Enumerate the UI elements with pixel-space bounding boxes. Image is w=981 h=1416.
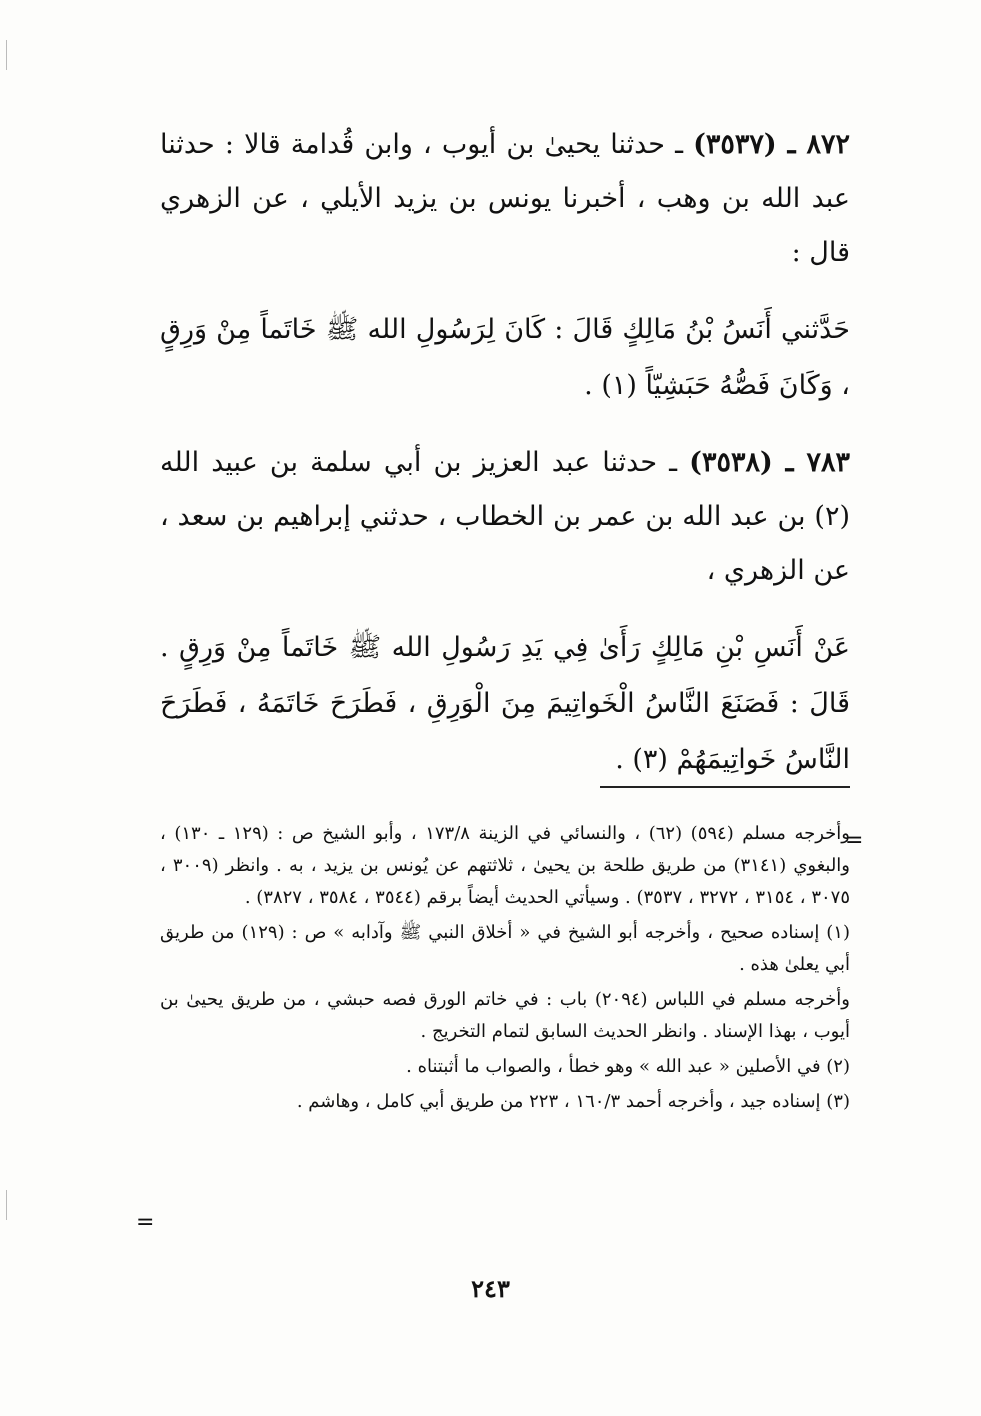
footnotes <box>160 818 850 1121</box>
continuation-mark-end: = <box>136 1210 155 1235</box>
hadith-number: ٧٨٣ ـ (٣٥٣٨) <box>689 447 850 478</box>
main-text <box>160 118 850 810</box>
isnad-text: ـ حدثنا عبد العزيز بن أبي سلمة بن عبيد الله (٢) بن عبد الله بن عمر بن الخطاب ، حدثني إبراهيم بن سعد ، عن الزهري ، <box>160 447 850 586</box>
hadith-872-isnad <box>160 118 850 280</box>
continuation-mark: = <box>845 828 864 853</box>
hadith-783-isnad <box>160 436 850 598</box>
footnote-2: (٢) في الأصلين « عبد الله » وهو خطأ ، والصواب ما أثبتناه . <box>406 1056 850 1077</box>
hadith-783-matn: عَنْ أَنَسِ بْنِ مَالِكٍ رَأَىٰ فِي يَدِ رَسُولِ الله ﷺ خَاتَماً مِنْ وَرِقٍ . قَالَ : فَصَنَعَ النَّاسُ الْخَواتِيمَ مِنَ الْوَرِقِ ، فَطَرَحَ خَاتَمَهُ ، فَطَرَحَ النَّاسُ خَواتِيمَهُمْ (٣) . <box>160 632 850 775</box>
hadith-872-matn: حَدَّثني أَنَسُ بْنُ مَالِكٍ قَالَ : كَانَ لِرَسُولِ الله ﷺ خَاتَماً مِنْ وَرِقٍ ، وَكَانَ فَصُّهُ حَبَشِيّاً (١) . <box>160 314 850 401</box>
scan-margin-line <box>6 1190 7 1220</box>
footnote-separator <box>600 786 850 788</box>
isnad-text: ـ حدثنا يحيىٰ بن أيوب ، وابن قُدامة قالا : حدثنا عبد الله بن وهب ، أخبرنا يونس بن يزيد الأيلي ، عن الزهري قال : <box>160 129 850 268</box>
page-number: ٢٤٣ <box>471 1274 510 1303</box>
footnote-3: (٣) إسناده جيد ، وأخرجه أحمد ١٦٠/٣ ، ٢٢٣ من طريق أبي كامل ، وهاشم . <box>296 1091 850 1112</box>
scan-margin-line <box>6 40 7 70</box>
hadith-number: ٨٧٢ ـ (٣٥٣٧) <box>693 129 850 160</box>
footnote-continuation: وأخرجه مسلم (٥٩٤) (٦٢) ، والنسائي في الزينة ١٧٣/٨ ، وأبو الشيخ ص : (١٢٩ ـ ١٣٠) ، والبغوي (٣١٤١) من طريق طلحة بن يحيىٰ ، ثلاثتهم عن يُونس بن يزيد ، به . وانظر (٣٠٠٩ ، ٣٠٧٥ ، ٣١٥٤ ، ٣٢٧٢ ، ٣٥٣٧) . وسيأتي الحديث أيضاً برقم (٣٥٤٤ ، ٣٥٨٤ ، ٣٨٢٧) . <box>160 823 851 908</box>
footnote-1: (١) إسناده صحيح ، وأخرجه أبو الشيخ في « أخلاق النبي ﷺ وآدابه » ص : (١٢٩) من طريق أبي يعلىٰ هذه . <box>160 922 850 975</box>
footnote-1-cont: وأخرجه مسلم في اللباس (٢٠٩٤) باب : في خاتم الورق فصه حبشي ، من طريق يحيىٰ بن أيوب ، بهذا الإسناد . وانظر الحديث السابق لتمام التخريج . <box>160 989 850 1042</box>
